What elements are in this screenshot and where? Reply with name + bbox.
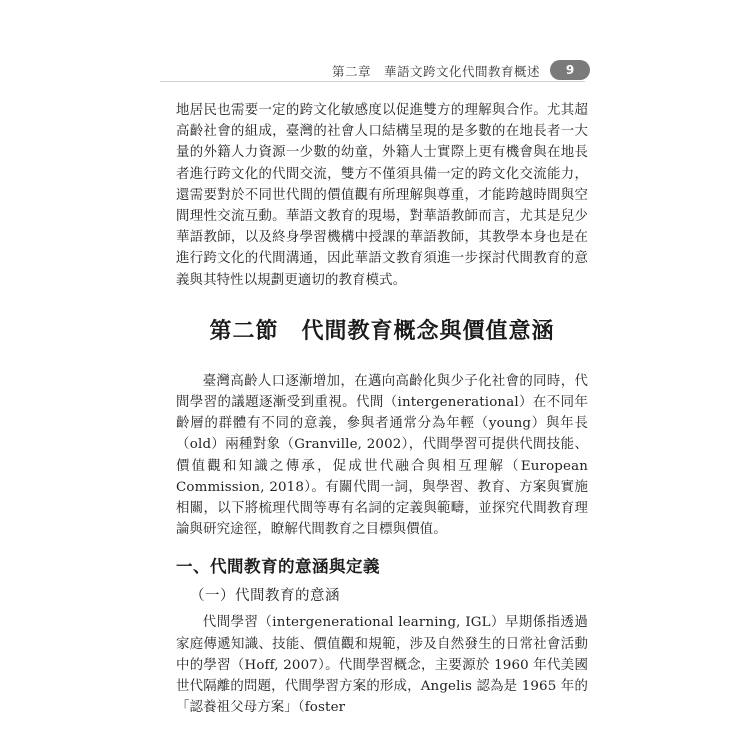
header-divider	[160, 81, 585, 82]
intro-paragraph: 地居民也需要一定的跨文化敏感度以促進雙方的理解與合作。尤其超高齡社會的組成，臺灣的社會人口結構呈現的是多數的在地長者一大量的外籍人力資源一少數的幼童，外籍人士實際上更有機會與在地長者進行跨文化的代間交流，雙方不僅須具備一定的跨文化交流能力，還需要對於不同世代間的價值觀有所理解與尊重，才能跨越時間與空間理性交流互動。華語文教育的現場，對華語教師而言，尤其是兒少華語教師，以及終身學習機構中授課的華語教師，其教學本身也是在進行跨文化的代間溝通，因此華語文教育須進一步探討代間教育的意義與其特性以規劃更適切的教育模式。	[176, 103, 588, 288]
section-heading: 第二節 代間教育概念與價值意涵	[209, 317, 555, 344]
page-number-badge: 9	[550, 60, 590, 80]
page-body	[176, 100, 588, 718]
sub-subsection-heading: （一）代間教育的意涵	[190, 588, 340, 605]
running-header	[160, 60, 590, 82]
subsection-heading: 一、代間教育的意涵與定義	[176, 557, 380, 577]
section-paragraph: 臺灣高齡人口逐漸增加，在邁向高齡化與少子化社會的同時，代間學習的議題逐漸受到重視。代間（intergenerational）在不同年齡層的群體有不同的意義，參與者通常分為年輕（young）與年長（old）兩種對象（Granville, 2002），代間學習可提供代間技能、價值觀和知識之傳承，促成世代融合與相互理解（European Commission, 2018）。有關代間一詞，與學習、教育、方案與實施相關，以下將梳理代間等專有名詞的定義與範疇，並探究代間教育理論與研究途徑，瞭解代間教育之目標與價值。	[176, 373, 588, 538]
chapter-title: 第二章 華語文跨文化代間教育概述	[331, 64, 540, 79]
definition-paragraph: 代間學習（intergenerational learning, IGL）早期係指透過家庭傳遞知識、技能、價值觀和規範，涉及自然發生的日常社會活動中的學習（Hoff, 2007）。代間學習概念，主要源於 1960 年代美國世代隔離的問題，代間學習方案的形成，Angelis 認為是 1965 年的「認養祖父母方案」（foster	[176, 615, 588, 716]
